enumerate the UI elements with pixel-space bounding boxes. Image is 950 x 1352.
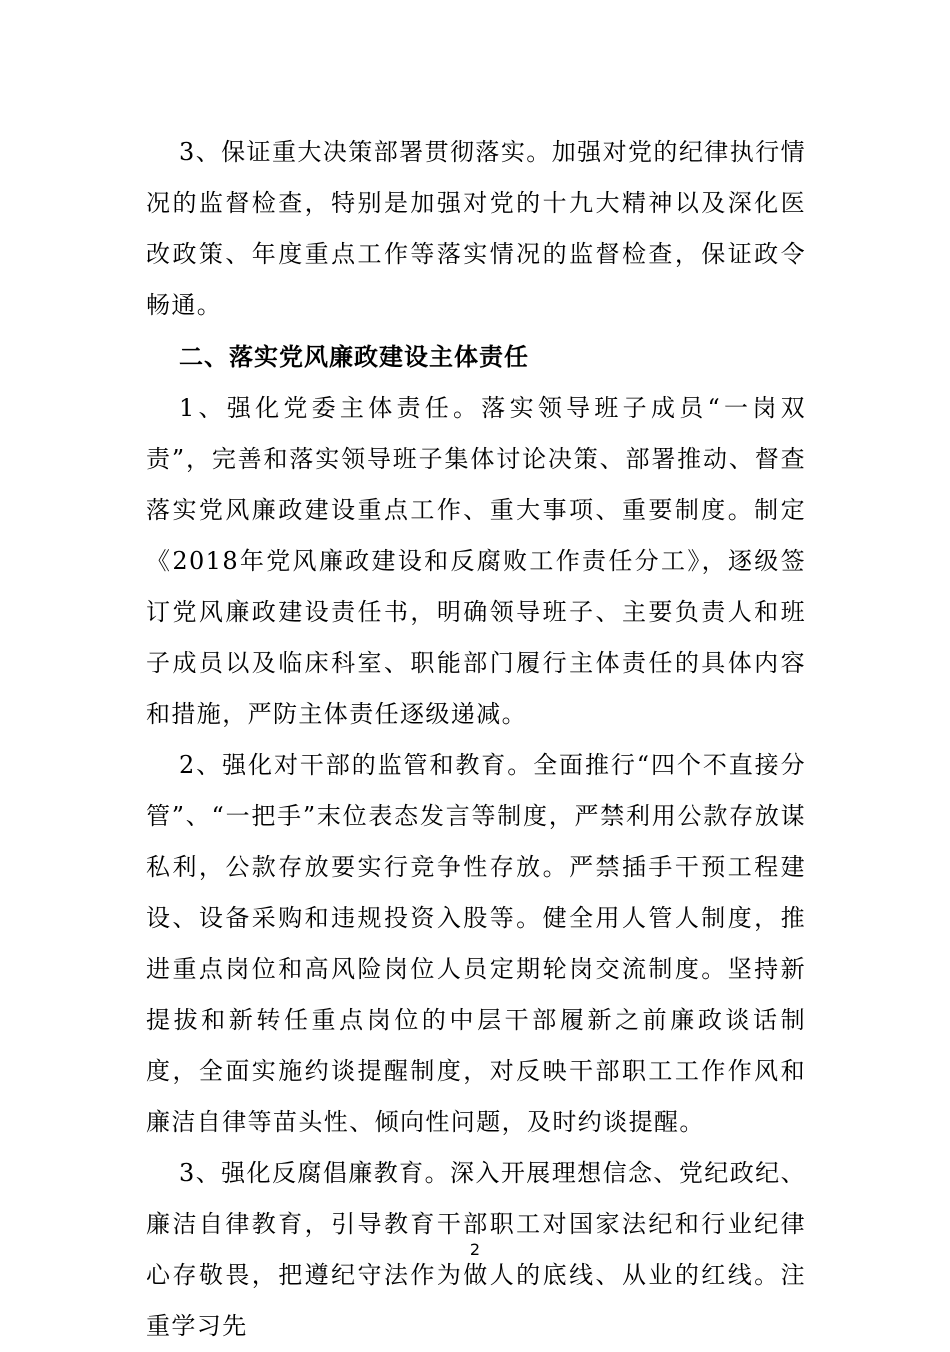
- section-heading-main-responsibility: 二、落实党风廉政建设主体责任: [179, 343, 529, 371]
- document-body: [146, 127, 806, 1352]
- page-number: 2: [469, 1240, 481, 1259]
- paragraph-decision-implementation: 3、保证重大决策部署贯彻落实。加强对党的纪律执行情况的监督检查，特别是加强对党的十九大精神以及深化医改政策、年度重点工作等落实情况的监督检查，保证政令畅通。: [146, 138, 806, 319]
- paragraph-party-committee-responsibility: 1、强化党委主体责任。落实领导班子成员“一岗双责”，完善和落实领导班子集体讨论决策、部署推动、督查落实党风廉政建设重点工作、重大事项、重要制度。制定《2018年党风廉政建设和反腐败工作责任分工》，逐级签订党风廉政建设责任书，明确领导班子、主要负责人和班子成员以及临床科室、职能部门履行主体责任的具体内容和措施，严防主体责任逐级递减。: [146, 394, 806, 728]
- paragraph-cadre-supervision: 2、强化对干部的监管和教育。全面推行“四个不直接分管”、“一把手”末位表态发言等制度，严禁利用公款存放谋私利，公款存放要实行竞争性存放。严禁插手干预工程建设、设备采购和违规投资入股等。健全用人管人制度，推进重点岗位和高风险岗位人员定期轮岗交流制度。坚持新提拔和新转任重点岗位的中层干部履新之前廉政谈话制度，全面实施约谈提醒制度，对反映干部职工工作作风和廉洁自律等苗头性、倾向性问题，及时约谈提醒。: [146, 751, 806, 1136]
- paragraph-anti-corruption-education: 3、强化反腐倡廉教育。深入开展理想信念、党纪政纪、廉洁自律教育，引导教育干部职工对国家法纪和行业纪律心存敬畏，把遵纪守法作为做人的底线、从业的红线。注重学习先: [146, 1159, 806, 1340]
